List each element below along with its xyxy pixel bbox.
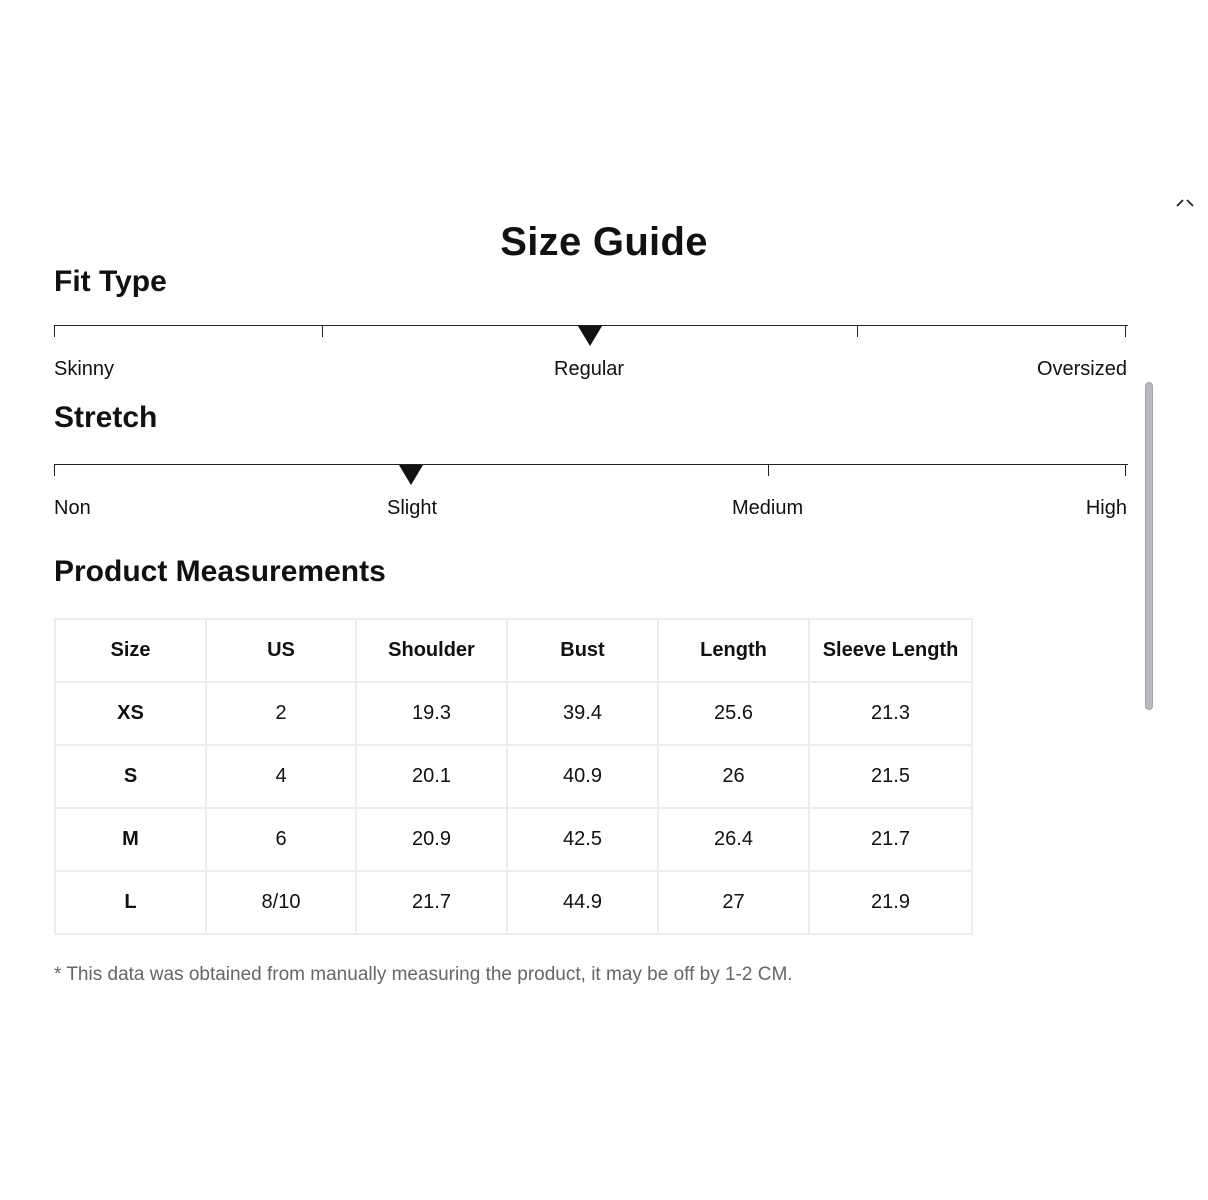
fit-type-heading: Fit Type (54, 265, 167, 298)
close-icon[interactable] (1174, 194, 1196, 210)
table-row (55, 871, 972, 934)
stretch-label-high: High (1085, 497, 1127, 519)
fit-type-tick (322, 325, 323, 337)
stretch-scale (54, 464, 1128, 524)
size-guide-content (0, 265, 1200, 1002)
table-cell-us: 6 (206, 808, 356, 871)
header-length: Length (658, 619, 809, 682)
table-cell-length: 27 (658, 871, 809, 934)
stretch-heading: Stretch (54, 401, 158, 434)
table-cell-length: 26.4 (658, 808, 809, 871)
table-cell-bust: 44.9 (507, 871, 658, 934)
header-bust: Bust (507, 619, 658, 682)
table-cell-shoulder: 19.3 (356, 682, 507, 745)
scrollbar[interactable] (1144, 382, 1154, 712)
table-cell-sleeve-length: 21.9 (809, 871, 972, 934)
fit-type-selected-marker (578, 326, 602, 346)
table-cell-length: 25.6 (658, 682, 809, 745)
table-cell-bust: 40.9 (507, 745, 658, 808)
table-cell-size: L (55, 871, 206, 934)
table-cell-bust: 39.4 (507, 682, 658, 745)
table-cell-sleeve-length: 21.5 (809, 745, 972, 808)
measurements-table (54, 618, 973, 935)
table-cell-size: M (55, 808, 206, 871)
stretch-label-non: Non (54, 497, 91, 519)
stretch-label-slight: Slight (387, 497, 438, 519)
table-row (55, 682, 972, 745)
table-row (55, 808, 972, 871)
table-cell-bust: 42.5 (507, 808, 658, 871)
scrollbar-thumb[interactable] (1145, 382, 1153, 710)
stretch-tick (54, 464, 55, 476)
fit-type-tick (1125, 325, 1126, 337)
table-cell-shoulder: 21.7 (356, 871, 507, 934)
table-cell-size: S (55, 745, 206, 808)
table-cell-shoulder: 20.9 (356, 808, 507, 871)
table-cell-shoulder: 20.1 (356, 745, 507, 808)
stretch-label-medium: Medium (732, 497, 804, 519)
stretch-tick (1125, 464, 1126, 476)
table-header-row (55, 619, 972, 682)
header-sleeve-length: Sleeve Length (809, 619, 972, 682)
fit-type-label-skinny: Skinny (54, 358, 115, 380)
table-cell-sleeve-length: 21.7 (809, 808, 972, 871)
table-cell-us: 4 (206, 745, 356, 808)
table-cell-us: 2 (206, 682, 356, 745)
stretch-scale-line (54, 464, 1128, 465)
table-row (55, 745, 972, 808)
page-title: Size Guide (500, 220, 708, 264)
fit-type-tick (857, 325, 858, 337)
fit-type-scale (54, 325, 1128, 385)
fit-type-label-oversized: Oversized (1036, 358, 1127, 380)
header-shoulder: Shoulder (356, 619, 507, 682)
table-cell-sleeve-length: 21.3 (809, 682, 972, 745)
stretch-tick (768, 464, 769, 476)
table-cell-length: 26 (658, 745, 809, 808)
header-size: Size (55, 619, 206, 682)
fit-type-tick (54, 325, 55, 337)
header-us: US (206, 619, 356, 682)
fit-type-label-regular: Regular (554, 358, 625, 380)
measurements-heading: Product Measurements (54, 555, 386, 588)
stretch-selected-marker (399, 465, 423, 485)
table-cell-size: XS (55, 682, 206, 745)
table-cell-us: 8/10 (206, 871, 356, 934)
measurements-footnote: * This data was obtained from manually measuring the product, it may be off by 1-2 CM. (54, 964, 793, 985)
